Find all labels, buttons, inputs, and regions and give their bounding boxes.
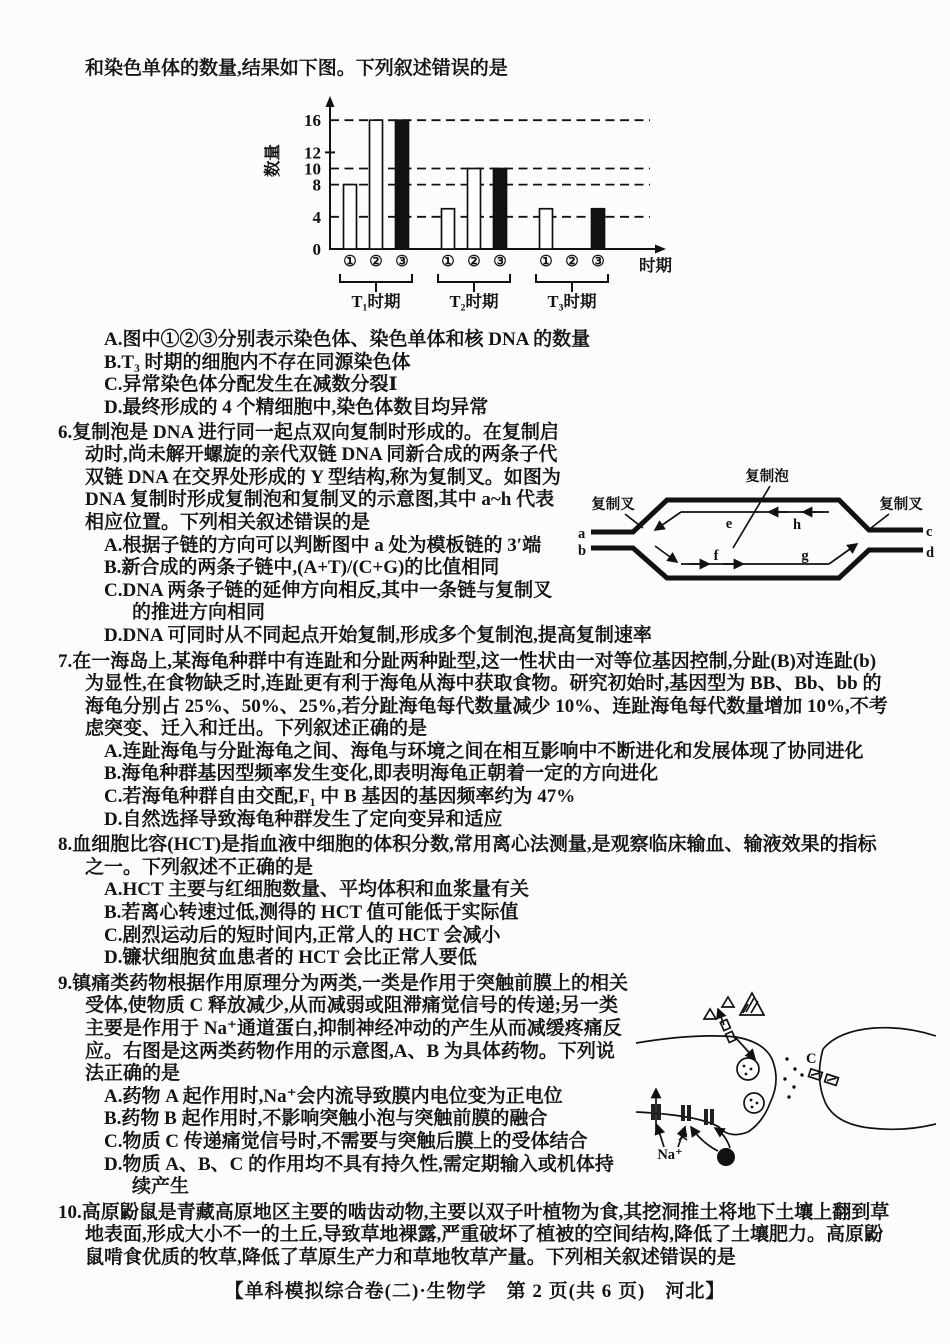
ligand-triangle bbox=[722, 997, 734, 1007]
drug-b-dot bbox=[717, 1148, 735, 1166]
page-footer: 【单科模拟综合卷(二)·生物学 第 2 页(共 6 页) 河北】 bbox=[224, 1281, 726, 1302]
bar bbox=[344, 184, 357, 248]
option-line: C.异常染色体分配发生在减数分裂Ⅰ bbox=[104, 374, 398, 396]
y-axis-arrow bbox=[326, 96, 335, 107]
series-label: ② bbox=[565, 253, 579, 270]
postsynaptic-top bbox=[823, 1027, 936, 1048]
q9-synapse-figure bbox=[636, 985, 936, 1187]
question-6 bbox=[58, 421, 935, 648]
series-label: ① bbox=[441, 253, 455, 270]
y-axis-label: 数量 bbox=[263, 143, 282, 177]
y-tick-label: 8 bbox=[312, 175, 321, 195]
transmitter-c-label: C bbox=[806, 1050, 817, 1067]
option-line: C.DNA 两条子链的延伸方向相反,其中一条链与复制叉的推进方向相同 bbox=[104, 579, 553, 624]
question-text: 镇痛类药物根据作用原理分为两类,一类是作用于突触前膜上的相关受体,使物质 C 释放减少,从而减弱或阻滞痛觉信号的传递;另一类主要是作用于 Na⁺通道蛋白,抑制神经冲动的产生从而减缓疼痛反应。右图是这两类药物作用的示意图,A、B 为具体药物。下列说法正确的是 bbox=[72, 972, 629, 1085]
drug-a-triangle bbox=[740, 993, 764, 1015]
synaptic-vesicle bbox=[737, 1058, 759, 1080]
option-line: A.根据子链的方向可以判断图中 a 处为模板链的 3′端 bbox=[104, 534, 542, 556]
strand-letter-b: b bbox=[578, 542, 587, 559]
y-tick-label: 4 bbox=[312, 207, 321, 227]
option-line: A.连趾海龟与分趾海龟之间、海龟与环境之间在相互影响中不断进化和发展体现了协同进化 bbox=[104, 740, 864, 762]
postsynaptic-receptor bbox=[808, 1069, 838, 1086]
bar bbox=[396, 120, 409, 249]
replication-bubble-label: 复制泡 bbox=[745, 468, 789, 485]
question-number: 6. bbox=[58, 421, 73, 443]
option-line: D.镰状细胞贫血患者的 HCT 会比正常人要低 bbox=[104, 947, 477, 969]
option-line: A.HCT 主要与红细胞数量、平均体积和血浆量有关 bbox=[104, 879, 530, 901]
neurotransmitter-dots bbox=[783, 1057, 803, 1098]
group-brace bbox=[340, 274, 412, 282]
synaptic-vesicle bbox=[744, 1093, 764, 1113]
bar bbox=[370, 120, 383, 249]
option-line: D.自然选择导致海龟种群发生了定向变异和适应 bbox=[104, 808, 503, 830]
option-line: B.药物 B 起作用时,不影响突触小泡与突触前膜的融合 bbox=[104, 1108, 548, 1130]
option-line: C.物质 C 传递痛觉信号时,不需要与突触后膜上的受体结合 bbox=[104, 1130, 588, 1152]
question-text: 在一海岛上,某海龟种群中有连趾和分趾两种趾型,这一性状由一对等位基因控制,分趾(B)对连趾(b)为显性,在食物缺乏时,连趾更有利于海龟从海中获取食物。研究初始时,基因型为 BB、Bb、bb 的海龟分别占 25%、50%、25%,若分趾海龟每代数量减少 10%、连趾海龟每代数量增加 10%,不考虑突变、迁入和迁出。下列叙述正确的是 bbox=[72, 650, 888, 740]
drug-b-arrow bbox=[691, 1127, 718, 1151]
bar bbox=[592, 208, 605, 248]
q5-options bbox=[58, 329, 892, 419]
question-10 bbox=[58, 1202, 892, 1270]
receptor-to-vesicle-arrow bbox=[735, 1037, 755, 1059]
strand-letter-e: e bbox=[725, 515, 733, 532]
postsynaptic-bottom bbox=[825, 1102, 936, 1129]
y-tick-label: 16 bbox=[304, 110, 321, 130]
question-7 bbox=[58, 651, 892, 832]
x-axis-arrow bbox=[655, 244, 666, 253]
strand-letter-h: h bbox=[792, 516, 802, 533]
option-line: D.物质 A、B、C 的作用均不具有持久性,需定期输入或机体持续产生 bbox=[104, 1153, 614, 1198]
option-line: B.若离心转速过低,测得的 HCT 值可能低于实际值 bbox=[104, 902, 519, 924]
bar bbox=[468, 168, 481, 249]
strand-letter-a: a bbox=[578, 525, 586, 542]
option-line: C.若海龟种群自由交配,F₁ 中 B 基因的基因频率约为 47% bbox=[104, 786, 576, 808]
question-stem bbox=[58, 1202, 892, 1270]
series-label: ① bbox=[539, 253, 553, 270]
synapse-svg bbox=[636, 985, 936, 1180]
option-line: B.新合成的两条子链中,(A+T)/(C+G)的比值相同 bbox=[104, 557, 500, 579]
fork-right-pointer bbox=[871, 514, 889, 528]
option-line: A.图中①②③分别表示染色体、染色单体和核 DNA 的数量 bbox=[104, 329, 591, 351]
replication-fork-left-label: 复制叉 bbox=[591, 496, 635, 513]
bar bbox=[494, 168, 507, 249]
group-brace bbox=[438, 274, 510, 282]
option-line: A.药物 A 起作用时,Na⁺会内流导致膜内电位变为正电位 bbox=[104, 1085, 563, 1107]
bubble-pointer-line bbox=[733, 486, 770, 548]
sodium-channels bbox=[651, 1104, 714, 1125]
series-label: ③ bbox=[395, 253, 409, 270]
category-label: T₁时期 bbox=[351, 291, 401, 311]
question-number: 8. bbox=[58, 834, 73, 856]
strand-letter-c: c bbox=[926, 523, 933, 540]
question-text: 高原鼢鼠是青藏高原地区主要的啮齿动物,主要以双子叶植物为食,其挖洞推土将地下土壤上翻到草地表面,形成大小不一的土丘,导致草地裸露,严重破坏了植被的空间结构,降低了土壤肥力。高原鼢鼠啃食优质的牧草,降低了草原生产力和草地牧草产量。下列相关叙述错误的是 bbox=[81, 1201, 890, 1268]
bar bbox=[540, 208, 553, 248]
series-label: ① bbox=[343, 253, 357, 270]
left-fork-down-arrow bbox=[655, 546, 677, 562]
sodium-ion-label: Na⁺ bbox=[657, 1146, 683, 1163]
replication-fork-right-label: 复制叉 bbox=[879, 496, 923, 513]
question-number: 9. bbox=[58, 972, 73, 994]
question-text: 复制泡是 DNA 进行同一起点双向复制时形成的。在复制启动时,尚未解开螺旋的亲代双链 DNA 同新合成的两条子代双链 DNA 在交界处形成的 Y 型结构,称为复制叉。如图为 DNA 复制时形成复制泡和复制叉的示意图,其中 a~h 代表相应位置。下列相关叙述错误的是 bbox=[72, 421, 561, 533]
question-9 bbox=[58, 973, 892, 1199]
dna-replication-svg bbox=[576, 466, 938, 616]
question-number: 7. bbox=[58, 650, 73, 672]
option-line: B.海龟种群基因型频率发生变化,即表明海龟正朝着一定的方向进化 bbox=[104, 763, 659, 785]
bar bbox=[442, 208, 455, 248]
option-line: D.最终形成的 4 个精细胞中,染色体数目均异常 bbox=[104, 396, 489, 418]
series-label: ③ bbox=[493, 253, 507, 270]
q5-stem-continuation: 和染色单体的数量,结果如下图。下列叙述错误的是 bbox=[85, 58, 508, 79]
bar-chart-svg bbox=[248, 84, 678, 319]
option-line: B.T₃ 时期的细胞内不存在同源染色体 bbox=[104, 351, 411, 373]
series-label: ③ bbox=[591, 253, 605, 270]
parental-strand-bottom bbox=[591, 548, 923, 578]
question-stem bbox=[58, 651, 892, 741]
question-text: 血细胞比容(HCT)是指血液中细胞的体积分数,常用离心法测量,是观察临床输血、输液效果的指标之一。下列叙述不正确的是 bbox=[72, 834, 877, 878]
series-label: ② bbox=[369, 253, 383, 270]
sodium-path-arrow bbox=[657, 1125, 664, 1147]
y-tick-label: 0 bbox=[312, 239, 321, 259]
question-number: 10. bbox=[58, 1201, 82, 1223]
strand-letter-d: d bbox=[926, 544, 935, 561]
y-tick-label: 12 bbox=[304, 142, 321, 162]
q6-replication-figure bbox=[576, 466, 938, 623]
question-stem bbox=[58, 834, 892, 879]
ligand-triangle bbox=[704, 1009, 716, 1019]
left-fork-arrow bbox=[655, 512, 681, 530]
right-fork-arrow bbox=[829, 544, 857, 564]
presynaptic-membrane bbox=[748, 1059, 776, 1132]
strand-letter-g: g bbox=[801, 547, 809, 564]
series-label: ② bbox=[467, 253, 481, 270]
q5-bar-chart-figure bbox=[248, 84, 892, 326]
y-tick-label: 10 bbox=[304, 159, 321, 179]
category-label: T₃时期 bbox=[547, 291, 597, 311]
group-brace bbox=[536, 274, 608, 282]
category-label: T₂时期 bbox=[449, 291, 499, 311]
strand-letter-f: f bbox=[713, 547, 719, 564]
x-axis-label: 时期 bbox=[639, 255, 672, 275]
question-8 bbox=[58, 834, 892, 970]
option-line: D.DNA 可同时从不同起点开始复制,形成多个复制泡,提高复制速率 bbox=[104, 624, 652, 646]
option-line: C.剧烈运动后的短时间内,正常人的 HCT 会减小 bbox=[104, 924, 501, 946]
